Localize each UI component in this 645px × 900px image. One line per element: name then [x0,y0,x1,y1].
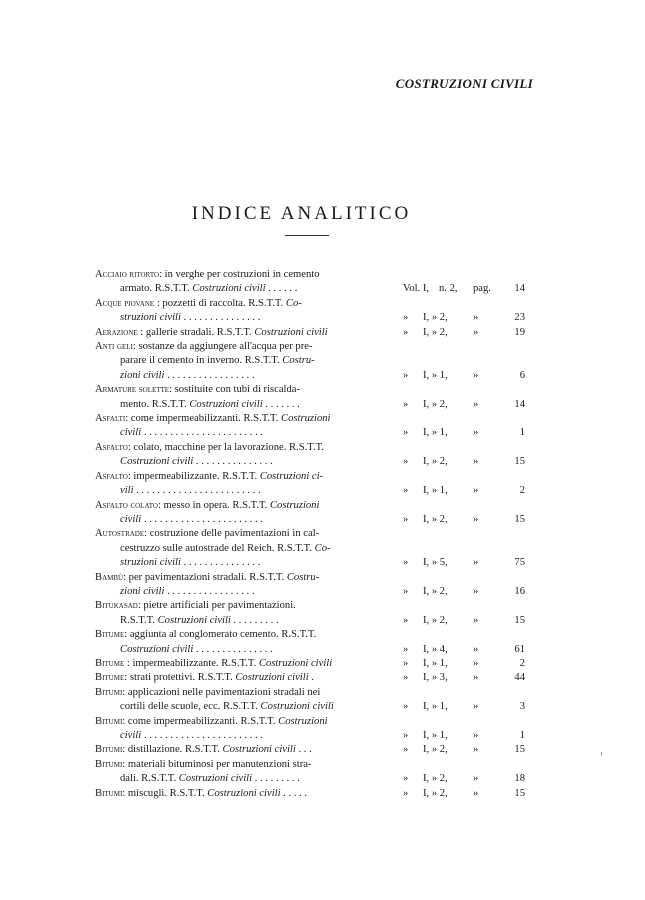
entry-text: : distillazione. R.S.T.T. [122,744,223,756]
ref-vol: » [403,369,409,381]
entry-line [95,758,397,772]
ref-vol: » [403,614,409,626]
ref-vol: » [403,787,409,799]
entry-line [95,571,397,585]
entry-text: Costruzioni [278,715,328,727]
ref-num: I, » 2, [423,773,448,785]
ref-num: I, » 4, [423,643,448,655]
ref-num: I, » 1, [423,701,448,713]
entry-text: : sostanze da aggiungere all'acqua per pre- [132,341,313,353]
entry-heading: Bitumi [95,715,123,727]
entry-reference [397,326,525,340]
running-head: COSTRUZIONI CIVILI [395,76,533,91]
ref-num: I, » 1, [423,369,448,381]
ref-pag: » [473,513,479,525]
ref-pg: 23 [514,312,525,324]
ref-vol: » [403,456,409,468]
entry-reference [397,787,525,801]
entry-heading: Anti geli [95,341,133,353]
entry-line [95,326,397,340]
index-entry [95,268,525,297]
page-title: INDICE ANALITICO [191,203,412,224]
ref-vol: » [403,744,409,756]
index-entry [95,470,525,499]
index-entry [95,441,525,470]
entry-text: : aggiunta al conglomerato cemento. R.S.T.T. [124,629,317,641]
entry-text: : costruzione delle pavimentazioni in cal- [144,528,320,540]
entry-text: civili [120,513,142,525]
ref-vol: » [403,643,409,655]
entry-text: . . . . . . . [262,398,300,410]
entry-text: : impermeabilizzante. R.S.T.T. [127,470,260,482]
entry-line [95,311,397,325]
entry-line [95,643,397,657]
ref-pag: » [473,312,479,324]
entry-text: R.S.T.T. [120,614,158,626]
entry-line [95,614,397,628]
entry-text: civili [120,730,142,741]
index-entry [95,340,525,383]
ref-pag: » [473,485,479,497]
ref-vol: » [403,730,409,741]
index-entry [95,326,525,340]
entry-reference [397,398,525,412]
entry-text: parare il cemento in inverno. R.S.T.T. [120,355,283,367]
ref-pag: » [473,787,479,799]
ref-num: I, » 2, [423,744,448,756]
ref-vol: » [403,557,409,569]
entry-text: Costruzioni ci- [259,470,324,482]
entry-line [95,398,397,412]
entry-text: struzioni civili [120,312,181,324]
index-entry [95,499,525,528]
entry-reference [397,700,525,714]
ref-vol: » [403,657,409,669]
entry-line [95,441,397,455]
entry-text: vili [120,485,134,497]
entry-heading: Asfalto colato [95,499,158,511]
entry-line [95,513,397,527]
ref-vol: » [403,585,409,597]
entry-line [95,455,397,469]
index-entry [95,383,525,412]
entry-heading: Bitume [95,629,125,641]
entry-reference [397,657,525,671]
entry-text: Costruzioni [281,413,331,425]
entry-heading: Armature solette [95,384,170,396]
entry-line [95,729,397,743]
entry-heading: Bitume [95,657,125,669]
entry-heading: Autostrade [95,528,145,540]
entry-text: Costruzioni civili [192,283,266,295]
entry-reference [397,513,525,527]
entry-reference [397,729,525,743]
ref-num: I, » 2, [423,585,448,597]
ref-pag: » [473,730,479,741]
ref-vol: » [403,427,409,439]
ref-pg: 6 [519,369,525,381]
ref-pag: » [473,614,479,626]
entry-line [95,743,397,757]
index-entry [95,686,525,715]
entry-text: : come impermeabilizzanti. R.S.T.T. [122,715,279,727]
ref-num: I, » 2, [423,787,448,799]
entry-text: Costru- [282,355,315,367]
entry-line [95,340,397,354]
index-entry [95,758,525,787]
index-list [95,268,525,801]
ref-pg: 15 [514,744,525,756]
entry-text: cestruzzo sulle autostrade del Reich. R.S.T.T. [120,542,315,554]
entry-line [95,772,397,786]
ref-vol: » [403,672,409,684]
entry-line [95,527,397,541]
ref-pg: 15 [514,614,525,626]
entry-text: . . . . . . . . . . . . . . . . . . . . . . . [141,427,264,439]
entry-reference [397,671,525,685]
index-entry [95,715,525,744]
entry-reference [397,426,525,440]
entry-text: : messo in opera. R.S.T.T. [157,499,270,511]
entry-reference [397,311,525,325]
entry-text: . . . . . . . . . . . . . . . . . [164,369,255,381]
entry-text: : gallerie stradali. R.S.T.T. [137,326,255,338]
index-entry [95,297,525,326]
entry-reference [397,369,525,383]
entry-text: Costruzioni civili [189,398,263,410]
ref-pg: 75 [514,557,525,569]
ref-pg: 2 [519,485,525,497]
ref-pag: » [473,427,479,439]
entry-line [95,599,397,613]
entry-text: armato. R.S.T.T. [120,283,193,295]
ref-pg: 18 [514,773,525,785]
ref-pg: 2 [519,657,525,669]
entry-text: : pozzetti di raccolta. R.S.T.T. [154,297,286,309]
ref-vol: » [403,398,409,410]
entry-line [95,628,397,642]
ref-pag: » [473,557,479,569]
entry-text: Costruzioni civili [178,773,253,785]
ref-pg: 61 [514,643,525,655]
ref-pag: » [473,398,479,410]
entry-text: Costruzioni civili [222,744,296,756]
entry-line [95,671,397,685]
entry-text: . . . . . . . . . [230,614,279,626]
entry-reference [397,643,525,657]
ref-pag: pag. [473,283,491,295]
entry-heading: Bambù [95,571,124,583]
index-entry [95,671,525,685]
ref-pg: 15 [514,787,525,799]
entry-text: Costruzioni civili [120,456,194,468]
ref-vol: » [403,773,409,785]
ref-pag: » [473,672,479,684]
entry-text: : sostituite con tubi di riscalda- [169,384,301,396]
ref-pg: 44 [514,672,525,684]
index-entry [95,787,525,801]
index-entry [95,412,525,441]
entry-text: : impermeabilizzante. R.S.T.T. [124,657,259,669]
ref-vol: » [403,485,409,497]
entry-text: : pietre artificiali per pavimentazioni. [137,600,296,612]
entry-line [95,268,397,282]
entry-text: Costruzioni civili [207,787,281,799]
entry-text: Costru- [286,571,320,583]
entry-text: . [308,672,314,684]
entry-text: Costruzioni civili [120,643,194,655]
entry-line [95,354,397,368]
ref-vol: » [403,513,409,525]
entry-text: . . . . . . . . . . . . . . . [193,643,273,655]
entry-text: . . . . . . [265,283,298,295]
entry-line [95,297,397,311]
entry-text: : colato, macchine per la lavorazione. R.S.T.T. [127,441,324,453]
entry-text: zioni civili [120,369,165,381]
entry-text: struzioni civili [120,557,181,569]
ref-num: I, » 2, [423,614,448,626]
entry-text: : miscugli. R.S.T.T. [122,787,208,799]
entry-reference [397,282,525,296]
entry-heading: Bitumi [95,758,123,770]
ref-pg: 3 [519,701,525,713]
entry-text: dali. R.S.T.T. [120,773,179,785]
entry-text: . . . [295,744,312,756]
ref-pg: 16 [514,585,525,597]
entry-line [95,484,397,498]
ref-pag: » [473,657,479,669]
entry-heading: Acque piovane [95,297,155,309]
ref-num: I, » 1, [423,427,448,439]
entry-reference [397,614,525,628]
ref-pg: 19 [514,326,525,338]
entry-text: . . . . . . . . . . . . . . . [180,312,261,324]
index-entry [95,657,525,671]
ref-num: I, » 1, [423,657,448,669]
entry-line [95,686,397,700]
entry-reference [397,484,525,498]
entry-line [95,715,397,729]
entry-text: cortili delle scuole, ecc. R.S.T.T. [120,701,261,713]
entry-line [95,412,397,426]
entry-text: . . . . . [280,787,308,799]
entry-text: Costruzioni civili [157,614,231,626]
entry-text: . . . . . . . . . . . . . . . . . . . . . . . [141,513,264,525]
entry-heading: Acciaio ritorto [95,269,160,280]
entry-text: : in verghe per costruzioni in cemento [159,269,320,280]
ref-vol: » [403,701,409,713]
entry-text: : per pavimentazioni stradali. R.S.T.T. [123,571,287,583]
entry-heading: Bitume [95,672,125,684]
index-entry [95,599,525,628]
ref-pag: » [473,456,479,468]
entry-line [95,700,397,714]
entry-text: Costruzioni civili [235,672,309,684]
entry-line [95,282,397,296]
entry-text: : materiali bituminosi per manutenzioni stra- [122,758,312,770]
index-entry [95,571,525,600]
entry-text: : come impermeabilizzanti. R.S.T.T. [125,413,282,425]
ref-pag: » [473,369,479,381]
ref-num: I, » 2, [423,398,448,410]
entry-reference [397,556,525,570]
ref-pag: » [473,773,479,785]
entry-heading: Asfalto [95,441,128,453]
entry-reference [397,455,525,469]
entry-line [95,369,397,383]
entry-line [95,499,397,513]
entry-heading: Asfalti [95,413,126,425]
ref-num: I, » 1, [423,485,448,497]
entry-heading: Aerazione [95,326,138,338]
entry-line [95,556,397,570]
entry-text: Costruzioni [269,499,320,511]
entry-line [95,787,397,801]
ref-pag: » [473,643,479,655]
ref-vol: » [403,326,409,338]
entry-text: Costruzioni civili [254,326,328,338]
entry-line [95,470,397,484]
entry-heading: Bitukasad [95,600,138,612]
title-rule [285,235,329,236]
ref-pag: » [473,585,479,597]
ref-num: I, » 2, [423,456,448,468]
ref-num: n. 2, [439,283,458,295]
entry-text: mento. R.S.T.T. [120,398,190,410]
entry-heading: Asfalto [95,470,128,482]
index-entry [95,628,525,657]
entry-text: . . . . . . . . . . . . . . . [193,456,273,468]
entry-line [95,383,397,397]
entry-text: . . . . . . . . . . . . . . . . . . . . . . . . [133,485,261,497]
entry-reference [397,585,525,599]
ref-num: I, » 2, [423,513,448,525]
ref-pg: 14 [514,283,525,295]
ref-num: I, » 2, [423,326,448,338]
entry-text: Co- [285,297,302,309]
ref-pg: 1 [519,427,525,439]
ref-num: I, » 5, [423,557,448,569]
index-entry [95,527,525,570]
entry-text: civili [120,427,142,439]
ref-num: I, » 2, [423,312,448,324]
ref-num: I, » 1, [423,730,448,741]
entry-line [95,426,397,440]
ref-pg: 15 [514,456,525,468]
entry-text: Costruzioni civili [258,657,333,669]
entry-reference [397,743,525,757]
ref-num: I, » 3, [423,672,448,684]
entry-line [95,657,397,671]
entry-heading: Bitumi [95,686,123,698]
entry-text: . . . . . . . . . . . . . . . [180,557,261,569]
entry-reference [397,772,525,786]
entry-line [95,585,397,599]
entry-line [95,542,397,556]
ref-pg: 14 [514,398,525,410]
ref-pg: 15 [514,513,525,525]
ref-vol: Vol. I, [403,283,429,295]
entry-text: Costruzioni civili [260,701,334,713]
entry-text: zioni civili [120,585,165,597]
entry-text: : strati protettivi. R.S.T.T. [124,672,236,684]
ref-pag: » [473,701,479,713]
entry-heading: Bitumi [95,787,123,799]
ref-pg: 1 [519,730,525,741]
ref-vol: » [403,312,409,324]
entry-text: : applicazioni nelle pavimentazioni stradali nei [122,686,321,698]
entry-heading: Bitumi [95,744,123,756]
index-entry [95,743,525,757]
entry-text: . . . . . . . . . . . . . . . . . . . . . . . [141,730,264,741]
scan-mark [601,752,602,755]
entry-text: Co- [314,542,331,554]
entry-text: . . . . . . . . . [252,773,300,785]
entry-text: . . . . . . . . . . . . . . . . . [164,585,255,597]
ref-pag: » [473,744,479,756]
ref-pag: » [473,326,479,338]
